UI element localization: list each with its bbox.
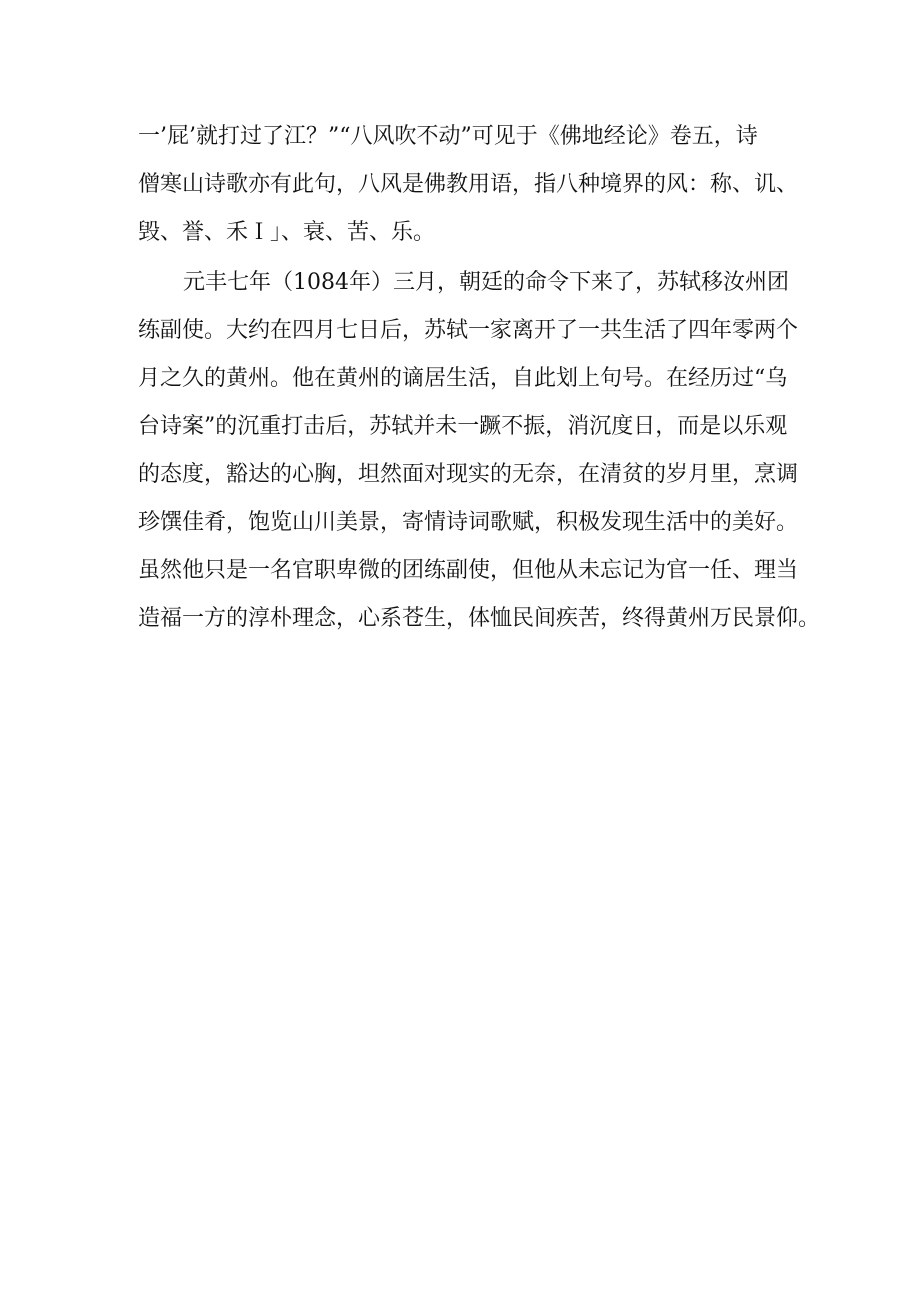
paragraph-2-line-7: 虽然他只是一名官职卑微的团练副使，但他从未忘记为官一任、理当 <box>138 558 799 583</box>
paragraph-2-line-2: 练副使。大约在四月七日后，苏轼一家离开了一共生活了四年零两个 <box>138 318 799 343</box>
paragraph-1-line-3: 毁、誉、禾Ｉ」、衰、苦、乐。 <box>138 220 436 245</box>
paragraph-2-line-3: 月之久的黄州。他在黄州的谪居生活，自此划上句号。在经历过“乌 <box>138 366 788 391</box>
document-body <box>138 121 821 651</box>
paragraph-1-line-1: 一’屁’就打过了江？”“八风吹不动”可见于《佛地经论》卷五，诗 <box>138 124 758 149</box>
paragraph-2-line-6: 珍馔佳肴，饱览山川美景，寄情诗词歌赋，积极发现生活中的美好。 <box>138 510 799 535</box>
paragraph-2 <box>138 267 821 635</box>
paragraph-1-line-2: 僧寒山诗歌亦有此句，八风是佛教用语，指八种境界的风：称、讥、 <box>138 172 799 197</box>
paragraph-2-line-1: 元丰七年（1084年）三月，朝廷的命令下来了，苏轼移汝州团 <box>183 270 789 295</box>
paragraph-2-line-5: 的态度，豁达的心胸，坦然面对现实的无奈，在清贫的岁月里，烹调 <box>138 462 799 487</box>
paragraph-2-line-8: 造福一方的淳朴理念，心系苍生，体恤民间疾苦，终得黄州万民景仰。 <box>138 606 821 631</box>
paragraph-2-line-4: 台诗案”的沉重打击后，苏轼并未一蹶不振，消沉度日，而是以乐观 <box>138 414 788 439</box>
paragraph-1 <box>138 121 798 249</box>
